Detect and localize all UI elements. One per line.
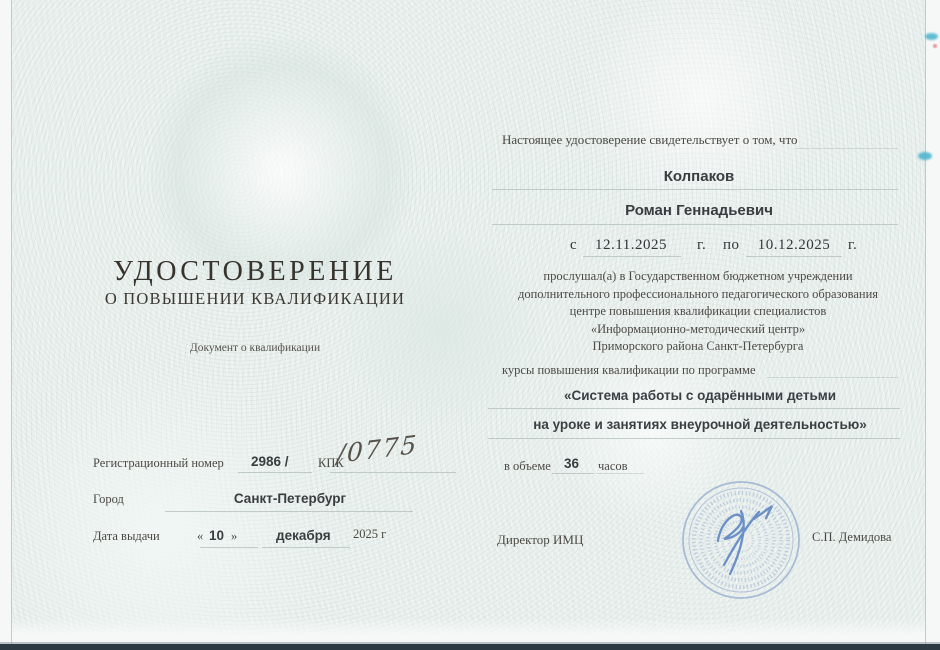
field-underline	[767, 377, 898, 378]
period-from-year-mark: г.	[697, 237, 707, 253]
institution-line: центре повышения квалификации специалистов	[569, 304, 827, 318]
field-underline	[492, 189, 898, 190]
issue-day: 10	[209, 528, 225, 543]
institution-line: прослушал(а) в Государственном бюджетном учреждении	[543, 269, 853, 283]
field-underline	[746, 256, 842, 257]
registration-handwritten-number: /0775	[336, 429, 419, 469]
registration-label: Регистрационный номер	[93, 456, 224, 470]
institution-line: дополнительного профессионального педагогического образования	[517, 286, 879, 301]
field-underline	[238, 472, 312, 473]
city-label: Город	[93, 492, 124, 506]
holder-name-patronymic: Роман Геннадьевич	[625, 202, 773, 219]
issue-year: 2025 г	[353, 527, 387, 541]
volume-label-left: в объеме	[504, 459, 551, 473]
quote-open: «	[197, 529, 204, 543]
period-to-year-mark: г.	[848, 237, 858, 253]
field-underline	[165, 511, 413, 512]
document-type-label: Документ о квалификации	[189, 342, 321, 354]
period-to-date: 10.12.2025	[757, 237, 831, 253]
edge-mark	[925, 33, 938, 40]
program-name-line2: на уроке и занятиях внеурочной деятельностью»	[533, 417, 867, 432]
holder-surname: Колпаков	[663, 168, 735, 185]
period-from-date: 12.11.2025	[595, 237, 667, 253]
field-underline	[488, 438, 900, 439]
edge-mark	[918, 152, 932, 160]
director-name: С.П. Демидова	[812, 530, 892, 544]
field-underline	[552, 473, 594, 474]
scan-edge	[0, 644, 940, 650]
city-value: Санкт-Петербург	[233, 491, 347, 506]
volume-label-right: часов	[598, 459, 628, 473]
certificate-title: УДОСТОВЕРЕНИЕ	[113, 256, 397, 287]
field-underline	[330, 472, 456, 473]
registration-kpk-label: КПК	[318, 456, 344, 470]
field-underline	[200, 547, 258, 548]
institution-line: «Информационно-методический центр»	[590, 321, 806, 336]
issue-date-label: Дата выдачи	[93, 529, 160, 543]
quote-close: »	[231, 529, 238, 543]
field-underline	[488, 408, 900, 409]
period-to-label: по	[723, 237, 740, 253]
issue-month: декабря	[276, 528, 331, 543]
director-label: Директор ИМЦ	[497, 532, 584, 547]
institution-line: Приморского района Санкт-Петербурга	[592, 339, 804, 353]
volume-hours: 36	[564, 456, 580, 471]
field-underline	[596, 473, 644, 474]
field-underline	[262, 547, 350, 548]
institution-paragraph	[498, 268, 898, 356]
official-stamp-seal	[678, 477, 804, 603]
period-from-label: с	[570, 237, 578, 253]
field-underline	[795, 148, 898, 149]
certificate-subtitle: О ПОВЫШЕНИИ КВАЛИФИКАЦИИ	[104, 289, 406, 308]
registration-number: 2986 /	[251, 454, 289, 469]
field-underline	[492, 224, 898, 225]
certifies-note: Настоящее удостоверение свидетельствует о том, что	[502, 132, 798, 147]
edge-mark	[933, 44, 937, 48]
course-intro: курсы повышения квалификации по программе	[502, 363, 756, 377]
field-underline	[583, 256, 681, 257]
program-name-line1: «Система работы с одарёнными детьми	[563, 388, 837, 403]
